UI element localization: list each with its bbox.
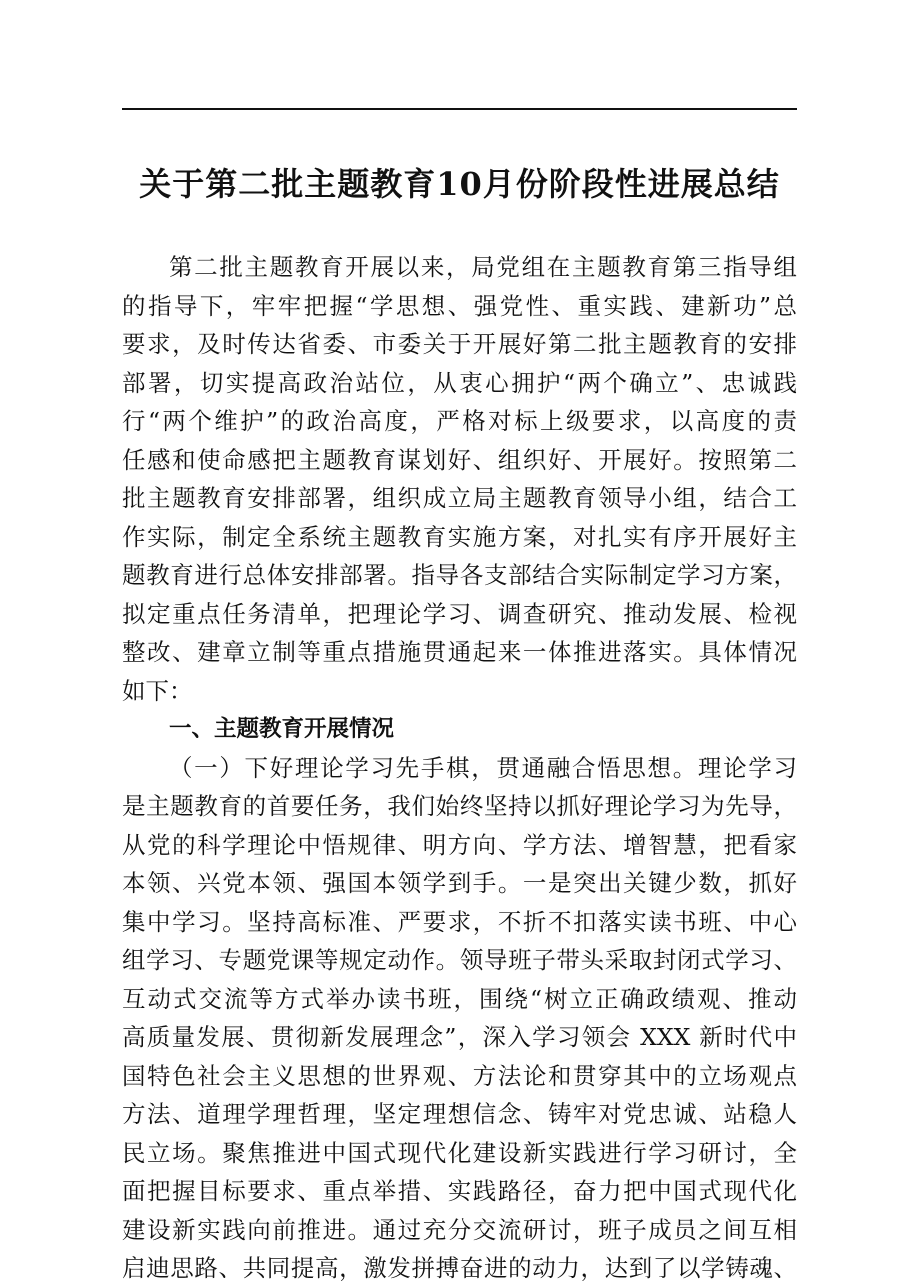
paragraph-line: 建设新实践向前推进。通过充分交流研讨，班子成员之间互相 [122,1215,797,1244]
paragraph-line: 国特色社会主义思想的世界观、方法论和贯穿其中的立场观点 [122,1061,797,1090]
paragraph-line: 整改、建章立制等重点措施贯通起来一体推进落实。具体情况 [122,638,797,666]
paragraph-line: 是主题教育的首要任务，我们始终坚持以抓好理论学习为先导， [122,792,797,820]
paragraph-line: 组学习、专题党课等规定动作。领导班子带头采取封闭式学习、 [122,946,797,974]
paragraph-line: 如下： [122,676,193,705]
paragraph-line: 从党的科学理论中悟规律、明方向、学方法、增智慧，把看家 [122,830,797,859]
paragraph-line: 集中学习。坚持高标准、严要求，不折不扣落实读书班、中心 [122,907,797,936]
paragraph-line: 互动式交流等方式举办读书班，围绕“树立正确政绩观、推动 [122,984,797,1013]
document-title: 关于第二批主题教育10月份阶段性进展总结 [139,165,780,203]
paragraph-line: （一）下好理论学习先手棋，贯通融合悟思想。理论学习 [169,753,797,782]
paragraph-line: 拟定重点任务清单，把理论学习、调查研究、推动发展、检视 [122,599,797,628]
paragraph-line: 本领、兴党本领、强国本领学到手。一是突出关键少数，抓好 [122,869,797,897]
paragraph-line: 部署，切实提高政治站位，从衷心拥护“两个确立”、忠诚践 [122,368,797,397]
document-body [122,248,797,1288]
header-rule [122,108,797,110]
paragraph-line: 面把握目标要求、重点举措、实践路径，奋力把中国式现代化 [122,1177,797,1205]
paragraph-line: 批主题教育安排部署，组织成立局主题教育领导小组，结合工 [122,484,797,512]
paragraph-line: 作实际，制定全系统主题教育实施方案，对扎实有序开展好主 [122,522,797,551]
paragraph-line: 高质量发展、贯彻新发展理念”，深入学习领会 XXX 新时代中 [122,1023,797,1051]
paragraph-line: 民立场。聚焦推进中国式现代化建设新实践进行学习研讨，全 [122,1138,797,1167]
paragraph-line: 题教育进行总体安排部署。指导各支部结合实际制定学习方案， [122,561,797,589]
paragraph-line: 要求，及时传达省委、市委关于开展好第二批主题教育的安排 [122,330,797,358]
paragraph-line: 第二批主题教育开展以来，局党组在主题教育第三指导组 [169,253,797,281]
paragraph-line: 任感和使命感把主题教育谋划好、组织好、开展好。按照第二 [122,445,797,474]
section-heading: 一、主题教育开展情况 [169,716,395,742]
paragraph-line: 启迪思路、共同提高，激发拼搏奋进的动力，达到了以学铸魂、 [122,1254,797,1282]
paragraph-line: 的指导下，牢牢把握“学思想、强党性、重实践、建新功”总 [122,291,797,320]
paragraph-line: 行“两个维护”的政治高度，严格对标上级要求，以高度的责 [122,407,797,435]
paragraph-line: 方法、道理学理哲理，坚定理想信念、铸牢对党忠诚、站稳人 [122,1100,797,1128]
